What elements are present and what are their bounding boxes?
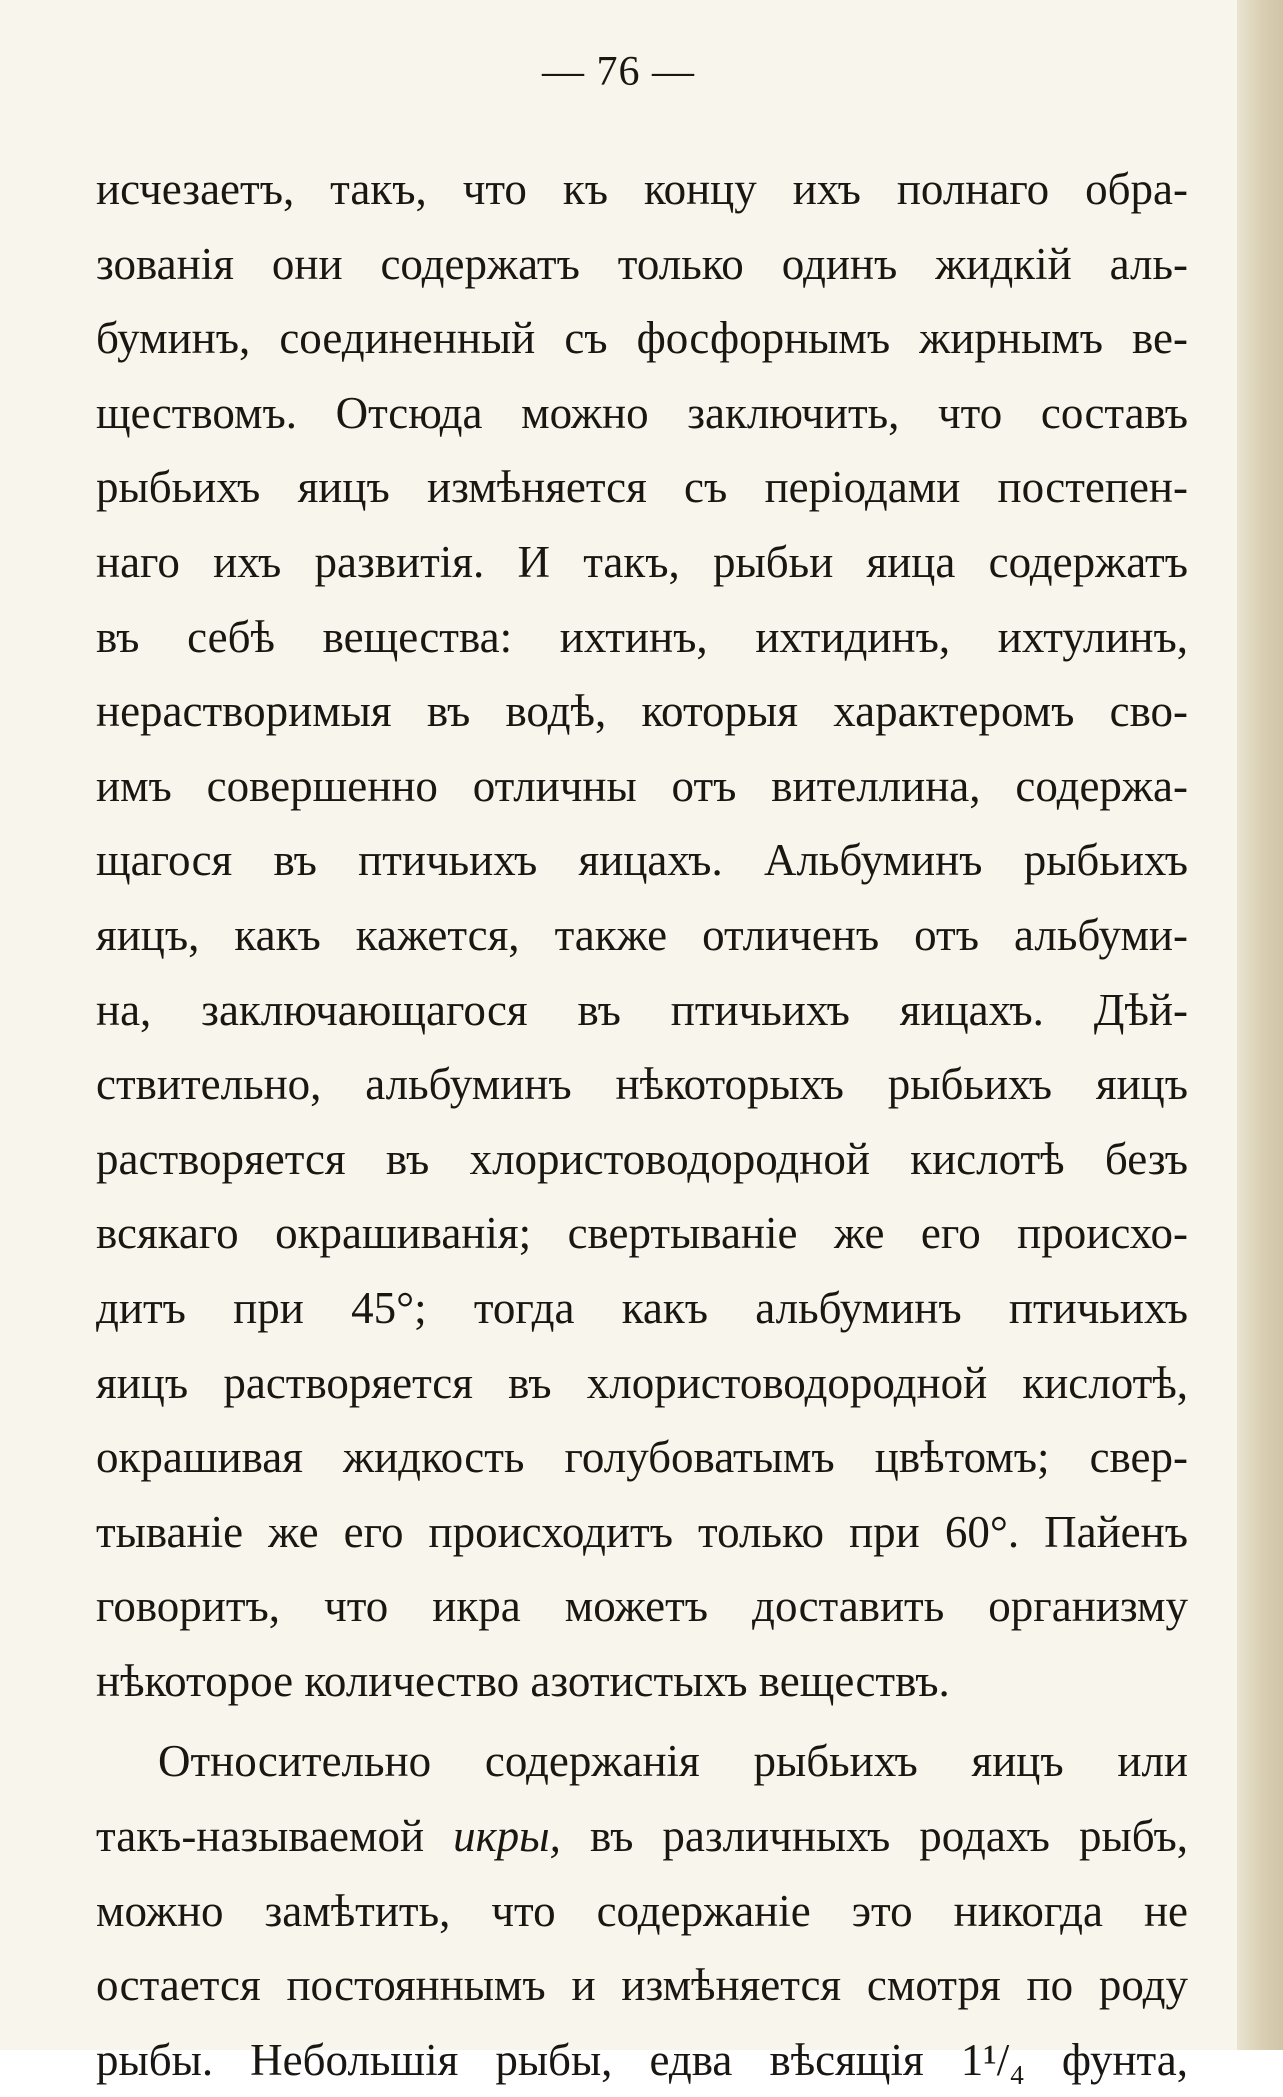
text-line: всякаго окрашиванія; свертываніе же его происхо- bbox=[96, 1208, 1188, 1259]
page-number: — 76 — bbox=[542, 49, 695, 95]
text-line: ствительно, альбуминъ нѣкоторыхъ рыбьихъ яицъ bbox=[96, 1059, 1188, 1110]
text-line-with-italic bbox=[96, 1799, 1188, 1874]
text-line: яицъ, какъ кажется, также отличенъ отъ альбуми- bbox=[96, 909, 1188, 960]
text-line: дитъ при 45°; тогда какъ альбуминъ птичьихъ bbox=[96, 1282, 1188, 1333]
text-line: тываніе же его происходитъ только при 60°. Пайенъ bbox=[96, 1506, 1188, 1557]
text-line: ществомъ. Отсюда можно заключить, что составъ bbox=[96, 387, 1188, 438]
text-line: рыбьихъ яицъ измѣняется съ періодами постепен- bbox=[96, 462, 1188, 513]
text-line: на, заключающагося въ птичьихъ яицахъ. Дѣй- bbox=[96, 984, 1188, 1035]
text-line: рыбы. Небольшія рыбы, едва вѣсящія 1¹/₄ фунта, bbox=[96, 2034, 1188, 2085]
text-line: нерастворимыя въ водѣ, которыя характеромъ сво- bbox=[96, 686, 1188, 737]
text-line: зованія они содержатъ только одинъ жидкій аль- bbox=[96, 238, 1188, 289]
text-line: наго ихъ развитія. И такъ, рыбьи яица содержатъ bbox=[96, 536, 1188, 587]
text-line: въ себѣ вещества: ихтинъ, ихтидинъ, ихтулинъ, bbox=[96, 611, 1188, 662]
text-line: можно замѣтить, что содержаніе это никогда не bbox=[96, 1885, 1188, 1936]
text-line-last: нѣкоторое количество азотистыхъ веществъ. bbox=[96, 1655, 950, 1706]
text-line: растворяется въ хлористоводородной кислотѣ безъ bbox=[96, 1133, 1188, 1184]
page-edge-shadow bbox=[1237, 0, 1283, 2050]
body-text bbox=[96, 152, 1188, 2097]
text-fragment: такъ-называемой bbox=[96, 1811, 454, 1862]
text-fragment: въ различныхъ родахъ рыбъ, bbox=[560, 1811, 1189, 1862]
text-line: имъ совершенно отличны отъ вителлина, содержа- bbox=[96, 760, 1188, 811]
italic-term: икры, bbox=[453, 1811, 561, 1862]
text-line-indented: Относительно содержанія рыбьихъ яицъ или bbox=[158, 1736, 1188, 1787]
text-line: говоритъ, что икра можетъ доставить организму bbox=[96, 1581, 1188, 1632]
text-line: остается постояннымъ и измѣняется смотря по роду bbox=[96, 1960, 1188, 2011]
text-line: щагося въ птичьихъ яицахъ. Альбуминъ рыбьихъ bbox=[96, 835, 1188, 886]
text-line: окрашивая жидкость голубоватымъ цвѣтомъ; свер- bbox=[96, 1432, 1188, 1483]
text-line: яицъ растворяется въ хлористоводородной кислотѣ, bbox=[96, 1357, 1188, 1408]
text-line: буминъ, соединенный съ фосфорнымъ жирнымъ ве- bbox=[96, 313, 1188, 364]
text-line: исчезаетъ, такъ, что къ концу ихъ полнаго обра- bbox=[96, 164, 1188, 214]
